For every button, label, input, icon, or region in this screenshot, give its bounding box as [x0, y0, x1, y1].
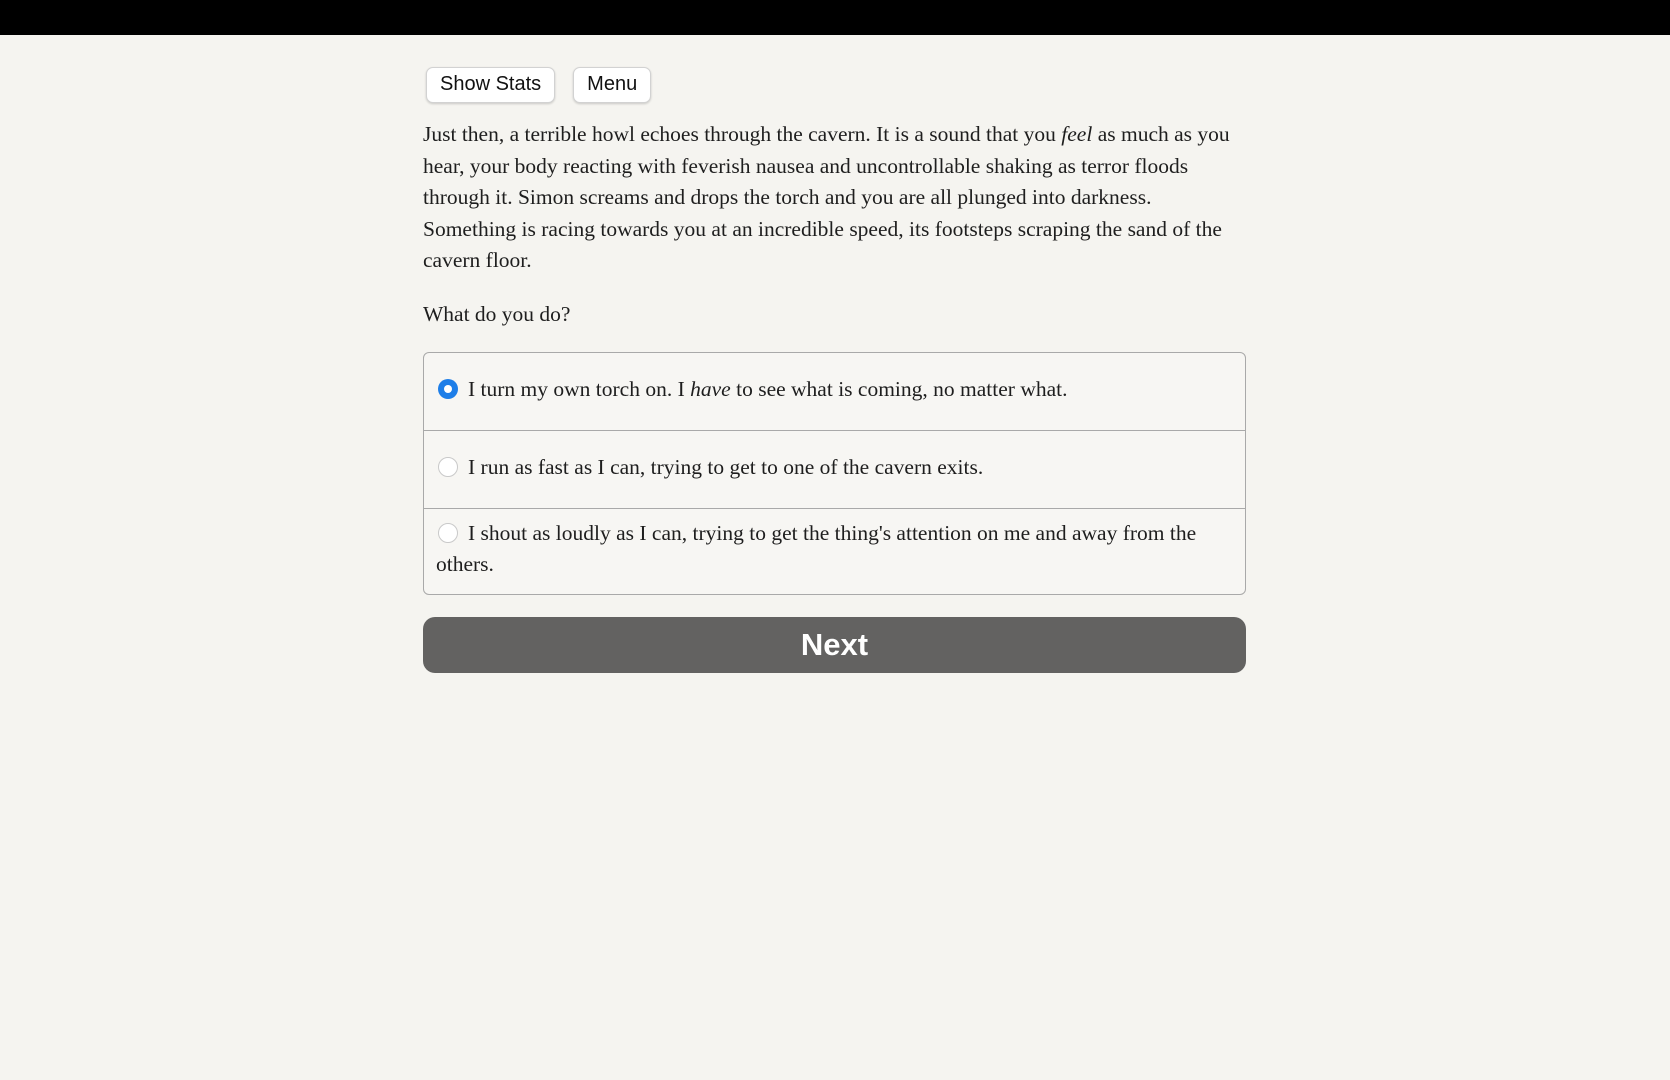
choice-1-text-before: I turn my own torch on. I [468, 376, 691, 401]
top-bar [0, 0, 1670, 35]
show-stats-button[interactable]: Show Stats [426, 67, 555, 103]
next-button[interactable]: Next [423, 617, 1246, 673]
question-text: What do you do? [423, 301, 571, 326]
choice-1-emphasis: have [690, 376, 731, 401]
radio-selected-icon[interactable] [438, 379, 458, 399]
choice-1-text-after: to see what is coming, no matter what. [730, 376, 1068, 401]
passage-text-2: as much as you hear, your body reacting with feverish nausea and uncontrollable shaking as terror floods through it. Simon screams and drops the torch and you are all plunged into darkness. Something is racing towards you at an incredible speed, its footsteps scraping the sand of the cavern floor. [423, 122, 1230, 273]
choice-list [423, 352, 1246, 595]
passage-paragraph [423, 119, 1246, 277]
choice-2-text: I run as fast as I can, trying to get to one of the cavern exits. [468, 454, 984, 479]
choice-option-1[interactable] [424, 353, 1245, 430]
menu-button[interactable]: Menu [573, 67, 651, 103]
choice-option-2[interactable] [424, 430, 1245, 508]
choice-option-3[interactable] [424, 508, 1245, 594]
radio-unselected-icon[interactable] [438, 457, 458, 477]
radio-unselected-icon[interactable] [438, 523, 458, 543]
passage-text-1: Just then, a terrible howl echoes through the cavern. It is a sound that you [423, 122, 1062, 146]
game-content [423, 35, 1246, 673]
passage-emphasis: feel [1061, 122, 1093, 146]
toolbar [423, 67, 1246, 103]
choice-3-text: I shout as loudly as I can, trying to get the thing's attention on me and away from the others. [436, 520, 1197, 577]
story-passage [423, 119, 1246, 277]
